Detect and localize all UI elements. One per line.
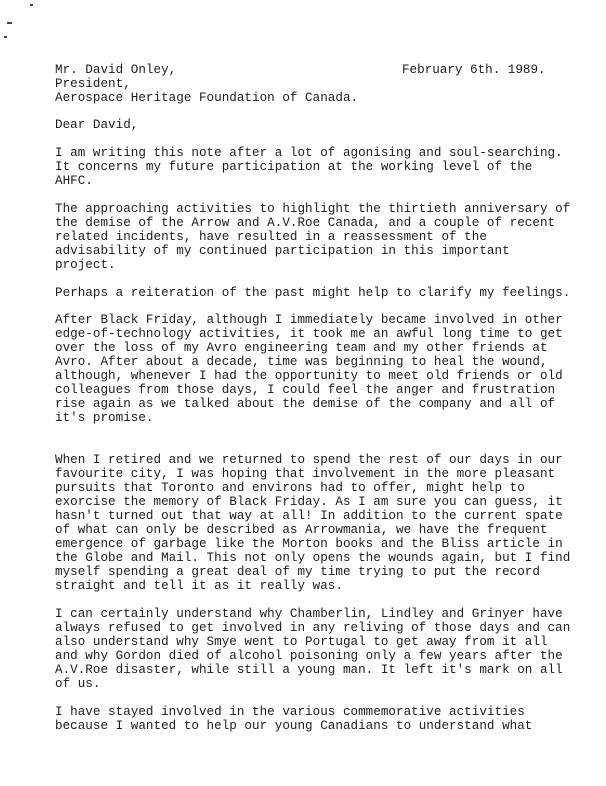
paragraph-line: Perhaps a reiteration of the past might help to clarify my feelings.: [55, 286, 571, 300]
paragraph-line: straight and tell it as it really was.: [55, 579, 343, 593]
paragraph-line: also understand why Smye went to Portugal to get away from it all: [55, 635, 548, 649]
paragraph-line: colleagues from those days, I could feel the anger and frustration: [55, 383, 556, 397]
paragraph-line: of us.: [55, 677, 101, 691]
paragraph-line: over the loss of my Avro engineering team and my other friends at: [55, 341, 548, 355]
paragraph-line: edge-of-technology activities, it took me an awful long time to get: [55, 327, 563, 341]
paragraph-line: exorcise the memory of Black Friday. As I am sure you can guess, it: [55, 495, 563, 509]
paragraph-line: although, whenever I had the opportunity to meet old friends or old: [55, 369, 563, 383]
scan-mark: [4, 36, 7, 38]
paragraph-line: of what can only be described as Arrowmania, we have the frequent: [55, 523, 548, 537]
paragraph-line: because I wanted to help our young Canadians to understand what: [55, 719, 533, 733]
paragraph-line: A.V.Roe disaster, while still a young man. It left it's mark on all: [55, 663, 563, 677]
recipient-name: Mr. David Onley,: [55, 63, 177, 77]
paragraph-line: the Globe and Mail. This not only opens the wounds again, but I find: [55, 551, 571, 565]
paragraph-line: favourite city, I was hoping that involvement in the more pleasant: [55, 467, 556, 481]
paragraph-line: I can certainly understand why Chamberlin, Lindley and Grinyer have: [55, 607, 563, 621]
paragraph-line: advisability of my continued participation in this important: [55, 244, 510, 258]
paragraph-line: hasn't turned out that way at all! In addition to the current spate: [55, 509, 563, 523]
paragraph-line: myself spending a great deal of my time trying to put the record: [55, 565, 540, 579]
recipient-title: President,: [55, 77, 131, 91]
scan-mark: [7, 22, 12, 24]
paragraph-line: AHFC.: [55, 174, 93, 188]
paragraph-line: and why Gordon died of alcohol poisoning only a few years after the: [55, 649, 563, 663]
paragraph-line: Avro. After about a decade, time was beginning to heal the wound,: [55, 355, 548, 369]
paragraph-line: rise again as we talked about the demise of the company and all of: [55, 397, 556, 411]
paragraph-line: It concerns my future participation at the working level of the: [55, 160, 533, 174]
paragraph-line: it's promise.: [55, 411, 154, 425]
paragraph-line: When I retired and we returned to spend the rest of our days in our: [55, 453, 563, 467]
paragraph-line: The approaching activities to highlight the thirtieth anniversary of: [55, 202, 571, 216]
paragraph-line: the demise of the Arrow and A.V.Roe Canada, and a couple of recent: [55, 216, 556, 230]
paragraph-line: I have stayed involved in the various commemorative activities: [55, 705, 525, 719]
paragraph-line: always refused to get involved in any reliving of those days and can: [55, 621, 571, 635]
paragraph-line: related incidents, have resulted in a reassessment of the: [55, 230, 487, 244]
scan-mark: [30, 4, 33, 6]
paragraph-line: I am writing this note after a lot of agonising and soul-searching.: [55, 146, 563, 160]
paragraph-line: project.: [55, 258, 116, 272]
paragraph-line: After Black Friday, although I immediately became involved in other: [55, 313, 563, 327]
salutation: Dear David,: [55, 118, 139, 132]
paragraph-line: emergence of garbage like the Morton books and the Bliss article in: [55, 537, 563, 551]
paragraph-line: pursuits that Toronto and environs had to offer, might help to: [55, 481, 525, 495]
letter-date: February 6th. 1989.: [402, 63, 546, 77]
recipient-organization: Aerospace Heritage Foundation of Canada.: [55, 91, 359, 105]
